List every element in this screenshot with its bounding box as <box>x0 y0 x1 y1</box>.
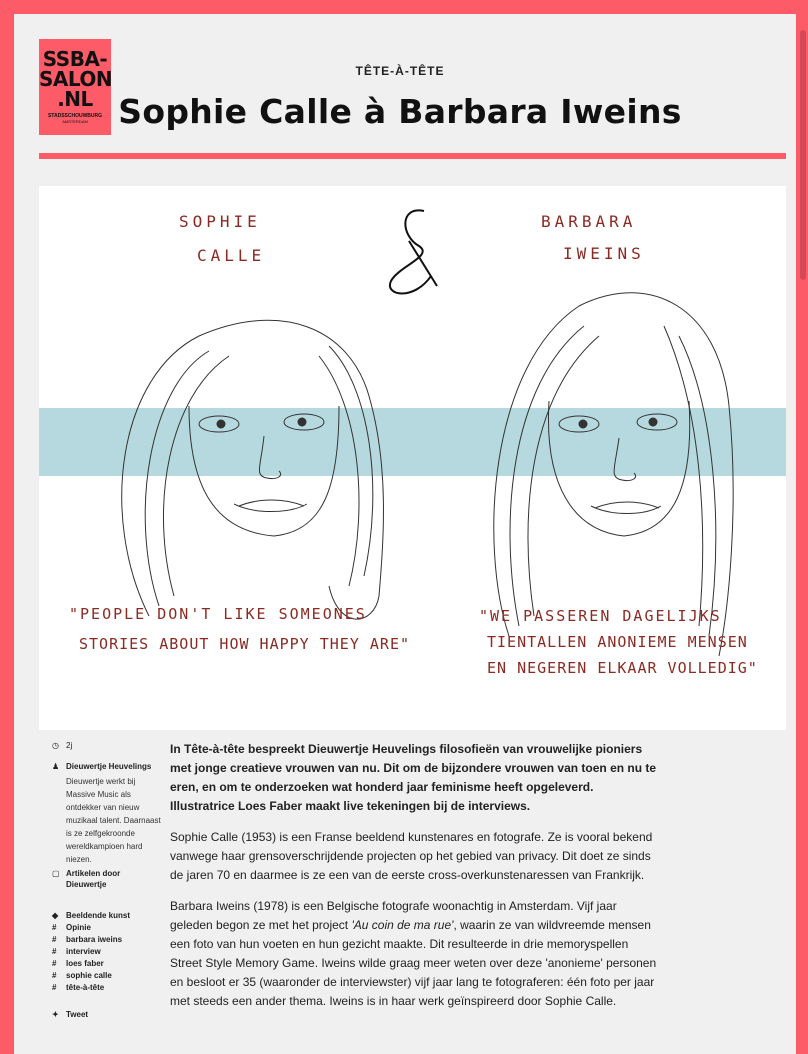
hash-icon: # <box>52 971 57 980</box>
publish-time-text: 2j <box>66 741 73 750</box>
author-articles-row[interactable] <box>52 868 162 890</box>
quote-left-line-1: "PEOPLE DON'T LIKE SOMEONES <box>69 605 367 623</box>
logo-line-3: .NL <box>57 87 93 111</box>
right-hair-sketch <box>494 293 733 656</box>
article-illustration <box>39 186 786 730</box>
logo-line-1: SSBA- <box>42 47 108 71</box>
tag-label[interactable]: barbara iweins <box>66 935 123 944</box>
name-barbara-1: BARBARA <box>541 212 637 231</box>
right-mouth <box>591 502 661 514</box>
tag-label[interactable]: Opinie <box>66 923 91 932</box>
article-lead: In Tête-à-tête bespreekt Dieuwertje Heuvelings filosofieën van vrouwelijke pioniers met jonge creatieve vrouwen van nu. Dit om de bijzondere vrouwen van toen en nu te eren, en om te onderzoeken wat honderd jaar feminisme heeft opgeleverd. Illustratrice Loes Faber maakt live tekeningen bij de interviews. <box>170 742 657 813</box>
tag-item[interactable] <box>52 934 162 945</box>
article-meta <box>52 740 162 1023</box>
page-title: Sophie Calle à Barbara Iweins <box>118 92 682 131</box>
article-paragraph-2 <box>170 897 660 1011</box>
logo-line-5: AMSTERDAM <box>62 119 88 124</box>
tag-label[interactable]: tête-à-tête <box>66 983 105 992</box>
tweet-label[interactable]: Tweet <box>66 1010 89 1019</box>
quote-right-line-1: "WE PASSEREN DAGELIJKS <box>479 607 722 625</box>
quote-left-line-2: STORIES ABOUT HOW HAPPY THEY ARE" <box>79 635 411 653</box>
logo-line-2: SALON <box>39 67 113 91</box>
tag-label[interactable]: Beeldende kunst <box>66 911 131 920</box>
left-mouth <box>234 500 307 512</box>
hash-icon: # <box>52 935 57 944</box>
project-title: 'Au coin de ma rue' <box>351 918 454 932</box>
author-bio: Dieuwertje werkt bij Massive Music als ontdekker van nieuw muzikaal talent. Daarnaast is ze zelfgekroonde wereldkampioen hard niezen. <box>66 777 161 864</box>
tag-icon: ◆ <box>52 911 59 920</box>
clock-icon: ◷ <box>52 741 59 750</box>
article-body <box>170 740 660 1023</box>
tag-label[interactable]: interview <box>66 947 101 956</box>
tag-label[interactable]: loes faber <box>66 959 104 968</box>
twitter-icon: ✦ <box>52 1010 59 1019</box>
user-icon: ♟ <box>52 762 60 771</box>
right-face-outline <box>548 401 689 536</box>
logo-line-4: STADSSCHOUWBURG <box>47 113 103 119</box>
section-kicker[interactable]: TÊTE-À-TÊTE <box>355 64 445 78</box>
name-sophie-2: CALLE <box>197 246 266 265</box>
name-barbara-2: IWEINS <box>563 244 645 263</box>
scrollbar-thumb[interactable] <box>800 30 806 280</box>
name-sophie-1: SOPHIE <box>179 212 261 231</box>
hash-icon: # <box>52 923 57 932</box>
right-nose <box>614 438 636 481</box>
tag-list <box>52 910 162 993</box>
quote-right-line-3: EN NEGEREN ELKAAR VOLLEDIG" <box>487 659 758 677</box>
author-link[interactable]: Dieuwertje Heuvelings <box>66 762 152 771</box>
tag-label[interactable]: sophie calle <box>66 971 112 980</box>
document-icon: ▢ <box>52 869 60 878</box>
tag-item[interactable] <box>52 982 162 993</box>
tag-item[interactable] <box>52 958 162 969</box>
page-frame-top <box>0 0 808 14</box>
tag-item[interactable] <box>52 946 162 957</box>
right-hair-strands <box>510 326 716 636</box>
hash-icon: # <box>52 947 57 956</box>
left-hair-strands <box>145 346 373 606</box>
header-divider <box>39 153 786 159</box>
tweet-button[interactable] <box>52 1009 162 1020</box>
left-face-outline <box>189 406 339 536</box>
publish-time <box>52 740 162 751</box>
quote-right-line-2: TIENTALLEN ANONIEME MENSEN <box>487 633 748 651</box>
tag-item[interactable] <box>52 970 162 981</box>
hash-icon: # <box>52 983 57 992</box>
author-row[interactable] <box>52 761 162 772</box>
hash-icon: # <box>52 959 57 968</box>
author-articles-link[interactable]: Artikelen door Dieuwertje <box>66 869 121 889</box>
article-paragraph-2-start: Barbara Iweins (1978) is een Belgische fotografe woonachtig in Amsterdam. Vijf jaar geleden begon ze met het project <box>170 899 617 932</box>
tag-item[interactable] <box>52 922 162 933</box>
ampersand-drawing <box>390 210 437 293</box>
left-nose <box>259 436 280 479</box>
article-paragraph-2-end: , waarin ze van wildvreemde mensen een foto van hun voeten en hun gezicht maakte. Dit resulteerde in drie memoryspellen Street Style Memory Game. Iweins wilde graag meer weten over deze 'anonieme' personen en besloot er 35 (waaronder de interviewster) vijf jaar lang te fotograferen: één foto per jaar met steeds een ander thema. Iweins is in haar werk geïnspireerd door Sophie Calle. <box>170 918 657 1008</box>
article-paragraph-1: Sophie Calle (1953) is een Franse beeldend kunstenares en fotografe. Ze is vooral bekend vanwege haar grensoverschrijdende projecten op het gebied van privacy. Dit doet ze sinds de jaren 70 en daarmee is ze een van de eerste cross-overkunstenaressen van Frankrijk. <box>170 830 653 882</box>
tag-item[interactable] <box>52 910 162 921</box>
